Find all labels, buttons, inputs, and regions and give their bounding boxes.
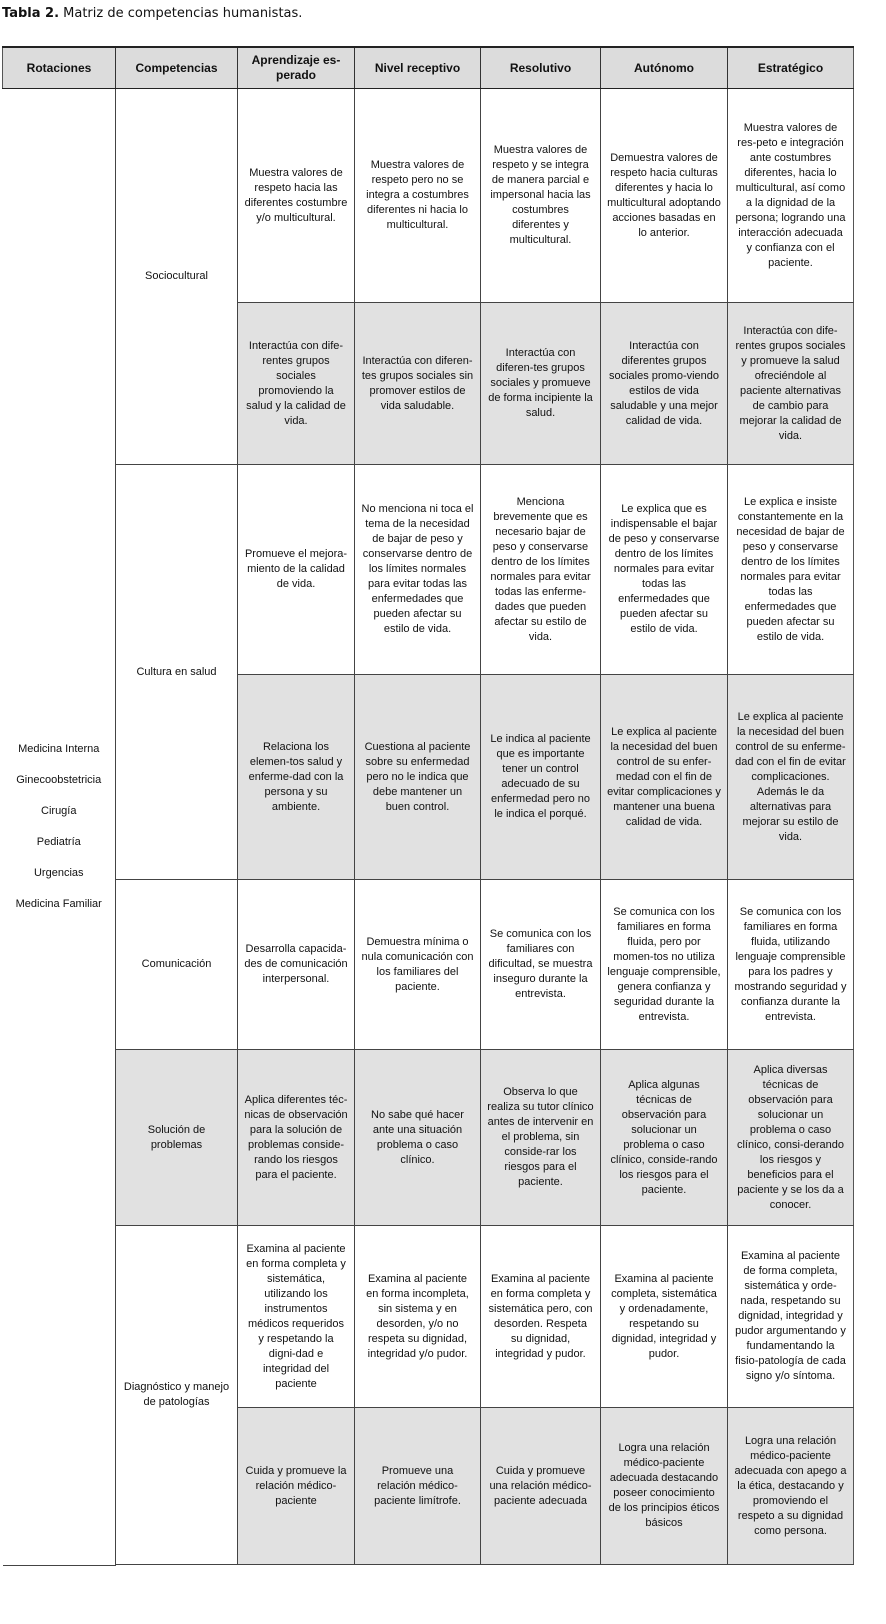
autonomous-cell: Se comunica con los familiares en forma fluida, pero por momen-tos no utiliza lenguaje comprensible, genera confianza y seguridad durante la entrevista.	[601, 880, 728, 1050]
header-estrategico: Estratégico	[728, 47, 854, 89]
competency-matrix-table	[2, 46, 854, 1566]
table-row	[3, 1226, 854, 1408]
strategic-cell: Interactúa con dife-rentes grupos sociales y promueve la salud ofreciéndole al paciente alternativas de cambio para mejorar la calidad de vida.	[728, 303, 854, 465]
rotation-item: Medicina Interna	[18, 742, 100, 755]
strategic-cell: Aplica diversas técnicas de observación para solucionar un problema o caso clínico, consi-derando los riesgos y beneficios para el paciente y se los da a conocer.	[728, 1050, 854, 1226]
resolutive-cell: Observa lo que realiza su tutor clínico antes de intervenir en el problema, sin conside-rar los riesgos para el paciente.	[481, 1050, 601, 1226]
receptive-cell: No menciona ni toca el tema de la necesidad de bajar de peso y conservarse dentro de los límites normales para evitar todas las enfermedades que pueden afectar su estilo de vida.	[355, 465, 481, 675]
autonomous-cell: Le explica que es indispensable el bajar de peso y conservarse dentro de los límites normales para evitar todas las enfermedades que pueden afectar su estilo de vida.	[601, 465, 728, 675]
strategic-cell: Examina al paciente de forma completa, sistemática y orde-nada, respetando su dignidad, integridad y pudor argumentando y fundamentando la fisio-patología de cada signo y/o síntoma.	[728, 1226, 854, 1408]
rotation-item: Medicina Familiar	[15, 897, 102, 910]
expected-cell: Examina al paciente en forma completa y sistemática, utilizando los instrumentos médicos requeridos y respetando la digni-dad e integridad del paciente	[238, 1226, 355, 1408]
header-aprendizaje-esperado: Aprendizaje es-perado	[238, 47, 355, 89]
caption-title: Matriz de competencias humanistas.	[63, 6, 303, 21]
expected-cell: Desarrolla capacida-des de comunicación interpersonal.	[238, 880, 355, 1050]
table-caption	[2, 6, 302, 21]
resolutive-cell: Se comunica con los familiares con dificultad, se muestra inseguro durante la entrevista.	[481, 880, 601, 1050]
resolutive-cell: Muestra valores de respeto y se integra de manera parcial e impersonal hacia las costumbres diferentes y multicultural.	[481, 89, 601, 303]
strategic-cell: Se comunica con los familiares en forma fluida, utilizando lenguaje comprensible para los padres y mostrando seguridad y confianza durante la entrevista.	[728, 880, 854, 1050]
autonomous-cell: Aplica algunas técnicas de observación para solucionar un problema o caso clínico, conside-rando los riesgos para el paciente.	[601, 1050, 728, 1226]
expected-cell: Interactúa con dife-rentes grupos sociales promoviendo la salud y la calidad de vida.	[238, 303, 355, 465]
rotations-cell	[3, 89, 116, 1566]
autonomous-cell: Logra una relación médico-paciente adecuada destacando poseer conocimiento de los principios éticos básicos	[601, 1408, 728, 1565]
rotation-item: Cirugía	[41, 804, 77, 817]
table-row	[3, 465, 854, 675]
resolutive-cell: Cuida y promueve una relación médico-paciente adecuada	[481, 1408, 601, 1565]
resolutive-cell: Le indica al paciente que es importante tener un control adecuado de su enfermedad pero no le indica el porqué.	[481, 675, 601, 880]
header-nivel-receptivo: Nivel receptivo	[355, 47, 481, 89]
header-resolutivo: Resolutivo	[481, 47, 601, 89]
expected-cell: Relaciona los elemen-tos salud y enferme-dad con la persona y su ambiente.	[238, 675, 355, 880]
header-rotaciones: Rotaciones	[3, 47, 116, 89]
table-row	[3, 880, 854, 1050]
autonomous-cell: Le explica al paciente la necesidad del buen control de su enfer-medad con el fin de evitar complicaciones y mantener una buena calidad de vida.	[601, 675, 728, 880]
expected-cell: Promueve el mejora-miento de la calidad de vida.	[238, 465, 355, 675]
competency-name: Diagnóstico y manejo de patologías	[116, 1226, 238, 1565]
competency-name: Cultura en salud	[116, 465, 238, 880]
resolutive-cell: Examina al paciente en forma completa y sistemática pero, con desorden. Respeta su dignidad, integridad y pudor.	[481, 1226, 601, 1408]
table-row	[3, 89, 854, 303]
autonomous-cell: Demuestra valores de respeto hacia culturas diferentes y hacia lo multicultural adoptando acciones basadas en lo anterior.	[601, 89, 728, 303]
rotation-item: Pediatría	[36, 835, 81, 848]
expected-cell: Cuida y promueve la relación médico-paciente	[238, 1408, 355, 1565]
competency-name: Solución de problemas	[116, 1050, 238, 1226]
header-competencias: Competencias	[116, 47, 238, 89]
receptive-cell: Demuestra mínima o nula comunicación con los familiares del paciente.	[355, 880, 481, 1050]
expected-cell: Muestra valores de respeto hacia las diferentes costumbre y/o multicultural.	[238, 89, 355, 303]
rotation-item: Ginecoobstetricia	[16, 773, 102, 786]
competency-name: Comunicación	[116, 880, 238, 1050]
receptive-cell: Interactúa con diferen-tes grupos sociales sin promover estilos de vida saludable.	[355, 303, 481, 465]
strategic-cell: Muestra valores de res-peto e integración ante costumbres diferentes, hacia lo multicultural, así como a la dignidad de la persona; logrando una interacción adecuada y confianza con el paciente.	[728, 89, 854, 303]
rotation-item: Urgencias	[33, 866, 84, 879]
header-autonomo: Autónomo	[601, 47, 728, 89]
header-row	[3, 47, 854, 89]
spacer-row	[3, 1565, 854, 1566]
strategic-cell: Logra una relación médico-paciente adecuada con apego a la ética, destacando y promoviendo el respeto a su dignidad como persona.	[728, 1408, 854, 1565]
receptive-cell: Muestra valores de respeto pero no se integra a costumbres diferentes ni hacia lo multicultural.	[355, 89, 481, 303]
strategic-cell: Le explica al paciente la necesidad del buen control de su enferme-dad con el fin de evitar complicaciones. Además le da alternativas para mejorar su estilo de vida.	[728, 675, 854, 880]
caption-label: Tabla 2.	[2, 6, 60, 21]
competency-name: Sociocultural	[116, 89, 238, 465]
resolutive-cell: Menciona brevemente que es necesario bajar de peso y conservarse dentro de los límites normales para evitar todas las enferme-dades que pueden afectar su estilo de vida.	[481, 465, 601, 675]
spacer-cell	[116, 1565, 854, 1566]
receptive-cell: No sabe qué hacer ante una situación problema o caso clínico.	[355, 1050, 481, 1226]
strategic-cell: Le explica e insiste constantemente en la necesidad de bajar de peso y conservarse dentro de los límites normales para evitar todas las enfermedades que pueden afectar su estilo de vida.	[728, 465, 854, 675]
receptive-cell: Cuestiona al paciente sobre su enfermedad pero no le indica que debe mantener un buen control.	[355, 675, 481, 880]
autonomous-cell: Examina al paciente completa, sistemática y ordenadamente, respetando su dignidad, integridad y pudor.	[601, 1226, 728, 1408]
receptive-cell: Promueve una relación médico- paciente limítrofe.	[355, 1408, 481, 1565]
receptive-cell: Examina al paciente en forma incompleta, sin sistema y en desorden, y/o no respeta su dignidad, integridad y/o pudor.	[355, 1226, 481, 1408]
resolutive-cell: Interactúa con diferen-tes grupos sociales y promueve de forma incipiente la salud.	[481, 303, 601, 465]
table-row	[3, 1050, 854, 1226]
expected-cell: Aplica diferentes téc-nicas de observación para la solución de problemas conside-rando los riesgos para el paciente.	[238, 1050, 355, 1226]
autonomous-cell: Interactúa con diferentes grupos sociales promo-viendo estilos de vida saludable y una mejor calidad de vida.	[601, 303, 728, 465]
